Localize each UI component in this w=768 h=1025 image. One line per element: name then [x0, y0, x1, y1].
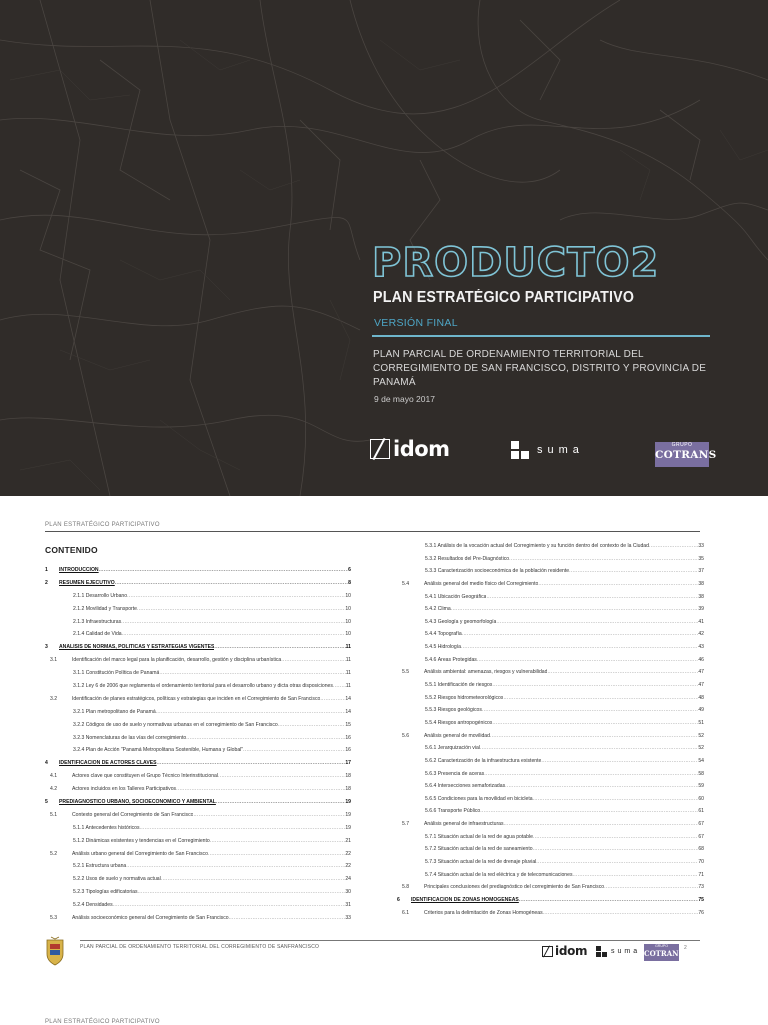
toc-entry-label: Contexto general del Corregimiento de San Francisco	[72, 811, 194, 818]
cover-date: 9 de mayo 2017	[374, 394, 435, 404]
footer-text: PLAN PARCIAL DE ORDENAMIENTO TERRITORIAL DEL CORREGIMIENTO DE SANFRANCISCO	[80, 944, 320, 950]
toc-entry[interactable]	[45, 863, 351, 876]
toc-entry-label: 5.4.5 Hidrología	[425, 644, 461, 651]
toc-entry-number: 4.2	[50, 786, 58, 793]
toc-entry[interactable]	[397, 745, 704, 758]
toc-leader-dots	[214, 644, 345, 650]
toc-leader-dots	[480, 808, 698, 814]
toc-entry-page: 52	[698, 732, 704, 739]
toc-entry-page: 14	[345, 695, 351, 702]
footer-idom-mark	[542, 946, 553, 957]
toc-entry-label: 5.7.1 Situación actual de la red de agua potable	[425, 833, 533, 840]
toc-entry-label: 5.5.3 Riesgos geológicos	[425, 707, 482, 714]
toc-entry-page: 33	[345, 915, 351, 922]
toc-entry[interactable]	[397, 884, 704, 897]
toc-entry-label: 3.2.1 Plan metropolitano de Panamá	[73, 708, 156, 715]
toc-entry-page: 76	[698, 909, 704, 916]
toc-entry-page: 46	[698, 656, 704, 663]
toc-entry-label: Análisis general de infraestructuras	[424, 821, 504, 828]
toc-entry[interactable]	[397, 606, 704, 619]
footer-idom-logo	[542, 944, 587, 958]
toc-leader-dots	[492, 682, 698, 688]
toc-entry-page: 38	[698, 593, 704, 600]
toc-leader-dots	[519, 897, 699, 903]
toc-entry-page: 17	[345, 760, 351, 767]
toc-entry[interactable]	[45, 606, 351, 619]
toc-entry[interactable]	[45, 722, 351, 735]
toc-entry[interactable]	[397, 682, 704, 695]
toc-entry-label: 5.5.4 Riesgos antropogénicos	[425, 719, 493, 726]
toc-entry-page: 19	[345, 811, 351, 818]
toc-entry-number: 4.1	[50, 773, 58, 780]
toc-leader-dots	[486, 594, 698, 600]
toc-entry-label: 3.2.3 Nomenclaturas de las vías del corregimiento	[73, 734, 187, 741]
toc-entry[interactable]	[397, 859, 704, 872]
suma-logo-mark	[511, 441, 529, 459]
toc-entry-page: 41	[698, 618, 704, 625]
toc-leader-dots	[547, 669, 698, 675]
toc-entry[interactable]	[45, 760, 351, 773]
toc-leader-dots	[333, 683, 346, 689]
toc-entry[interactable]	[397, 619, 704, 632]
toc-left-column	[45, 567, 351, 928]
toc-entry-label: 5.1.1 Antecedentes históricos	[73, 824, 140, 831]
footer-suma-logo	[596, 946, 640, 957]
toc-entry[interactable]	[397, 783, 704, 796]
toc-right-column	[397, 543, 704, 922]
toc-entry-label: 5.4.2 Clima	[425, 606, 451, 613]
toc-entry[interactable]	[397, 568, 704, 581]
toc-entry-label: 5.3.2 Resultados del Pre-Diagnóstico	[425, 555, 510, 562]
toc-leader-dots	[536, 859, 698, 865]
cotrans-logo-big: COTRANS	[655, 449, 717, 461]
toc-entry[interactable]	[397, 846, 704, 859]
toc-entry-page: 73	[698, 884, 704, 891]
toc-entry-page: 67	[698, 833, 704, 840]
toc-entry-page: 22	[345, 863, 351, 870]
toc-entry-label: 2.1.3 Infraestructuras	[73, 618, 122, 625]
toc-entry[interactable]	[45, 812, 351, 825]
footer-idom-text: idom	[555, 944, 588, 958]
toc-entry[interactable]	[397, 771, 704, 784]
toc-leader-dots	[115, 580, 348, 586]
toc-entry-page: 59	[698, 783, 704, 790]
toc-leader-dots	[216, 799, 345, 805]
toc-entry-page: 54	[698, 757, 704, 764]
toc-leader-dots	[480, 745, 698, 751]
toc-leader-dots	[137, 606, 345, 612]
toc-entry-page: 8	[348, 579, 351, 586]
toc-entry[interactable]	[45, 838, 351, 851]
toc-entry[interactable]	[45, 825, 351, 838]
toc-entry[interactable]	[397, 758, 704, 771]
toc-entry-label: 5.6.2 Caracterización de la infraestructura existente	[425, 757, 542, 764]
toc-entry-label: 5.4.6 Áreas Protegidas	[425, 656, 477, 663]
toc-entry-number: 5.3	[50, 915, 58, 922]
toc-entry[interactable]	[45, 851, 351, 864]
toc-entry[interactable]	[45, 644, 351, 657]
toc-entry-page: 58	[698, 770, 704, 777]
toc-entry-number: 5.4	[402, 580, 410, 587]
toc-entry-label: 5.7.3 Situación actual de la red de drenaje pluvial	[425, 859, 537, 866]
toc-entry[interactable]	[45, 709, 351, 722]
toc-entry-page: 10	[345, 592, 351, 599]
toc-entry-number: 2	[45, 579, 48, 586]
toc-entry-page: 22	[345, 850, 351, 857]
toc-entry-page: 67	[698, 821, 704, 828]
toc-entry-number: 6	[397, 896, 400, 903]
toc-entry-label: RESUMEN EJECUTIVO	[59, 579, 115, 586]
toc-entry-label: 5.4.1 Ubicación Geográfica	[425, 593, 487, 600]
toc-leader-dots	[451, 606, 699, 612]
toc-entry[interactable]	[397, 897, 704, 910]
toc-entry-label: 3.2.4 Plan de Acción "Panamá Metropolitana Sostenible, Humana y Global"	[73, 747, 244, 754]
toc-leader-dots	[461, 644, 698, 650]
toc-entry-page: 19	[345, 799, 351, 806]
toc-entry-label: 2.1.4 Calidad de Vida	[73, 631, 122, 638]
toc-entry[interactable]	[45, 580, 351, 593]
suma-logo-text: suma	[537, 444, 584, 456]
toc-entry-page: 21	[345, 837, 351, 844]
toc-leader-dots	[278, 722, 346, 728]
toc-entry-label: 5.4.4 Topografía	[425, 631, 462, 638]
toc-entry-page: 70	[698, 859, 704, 866]
toc-entry-page: 49	[698, 707, 704, 714]
idom-logo-mark	[370, 439, 390, 459]
toc-entry-page: 52	[698, 745, 704, 752]
toc-entry[interactable]	[45, 657, 351, 670]
footer-divider	[80, 940, 700, 941]
toc-entry[interactable]	[45, 683, 351, 696]
toc-entry[interactable]	[45, 593, 351, 606]
toc-entry[interactable]	[397, 556, 704, 569]
page-number: 2	[684, 945, 687, 951]
toc-entry-page: 18	[345, 786, 351, 793]
toc-leader-dots	[573, 872, 699, 878]
toc-entry-label: Análisis ambiental: amenazas, riesgos y vulnerabilidad	[424, 669, 548, 676]
toc-entry[interactable]	[397, 631, 704, 644]
toc-entry[interactable]	[45, 631, 351, 644]
toc-entry[interactable]	[397, 657, 704, 670]
toc-entry-page: 48	[698, 694, 704, 701]
toc-entry-page: 43	[698, 644, 704, 651]
cover-page	[0, 0, 768, 496]
toc-entry[interactable]	[397, 695, 704, 708]
toc-leader-dots	[504, 821, 699, 827]
cover-divider	[372, 335, 710, 337]
toc-leader-dots	[99, 567, 349, 573]
toc-leader-dots	[127, 593, 345, 599]
toc-leader-dots	[113, 902, 346, 908]
toc-entry[interactable]	[45, 619, 351, 632]
toc-entry-number: 5.1	[50, 811, 58, 818]
plan-title: PLAN ESTRATÉGICO PARTICIPATIVO	[373, 289, 635, 306]
toc-entry-label: 5.1.2 Dinámicas existentes y tendencias en el Corregimiento	[73, 837, 210, 844]
toc-entry-page: 10	[345, 631, 351, 638]
toc-entry[interactable]	[45, 902, 351, 915]
toc-entry-label: 2.1.2 Movilidad y Transporte	[73, 605, 137, 612]
toc-leader-dots	[121, 619, 345, 625]
toc-entry[interactable]	[45, 786, 351, 799]
toc-entry-page: 37	[698, 568, 704, 575]
toc-leader-dots	[490, 733, 698, 739]
toc-entry-number: 5.2	[50, 850, 58, 857]
toc-entry-label: Criterios para la delimitación de Zonas Homogéneas	[424, 909, 543, 916]
toc-entry[interactable]	[45, 799, 351, 812]
toc-entry[interactable]	[45, 567, 351, 580]
toc-leader-dots	[492, 720, 698, 726]
document-header: PLAN ESTRATÉGICO PARTICIPATIVO	[45, 522, 160, 528]
toc-entry-label: 5.5.2 Riesgos hidrometeorológicos	[425, 694, 504, 701]
toc-leader-dots	[533, 834, 698, 840]
toc-entry[interactable]	[45, 915, 351, 928]
toc-entry-label: Actores clave que constituyen el Grupo Técnico Interinstitucional	[72, 773, 219, 780]
toc-leader-dots	[543, 910, 699, 916]
contents-title: CONTENIDO	[45, 545, 98, 555]
toc-entry-page: 11	[345, 657, 351, 664]
toc-entry-number: 3.2	[50, 695, 58, 702]
toc-entry-page: 31	[345, 902, 351, 909]
toc-leader-dots	[229, 915, 346, 921]
toc-entry-page: 11	[345, 670, 351, 677]
toc-entry-page: 33	[698, 543, 704, 549]
toc-leader-dots	[477, 657, 699, 663]
toc-entry[interactable]	[397, 872, 704, 885]
toc-leader-dots	[126, 863, 345, 869]
toc-entry-page: 14	[345, 708, 351, 715]
toc-entry-label: 5.7.2 Situación actual de la red de saneamiento	[425, 846, 533, 853]
toc-entry-page: 47	[698, 669, 704, 676]
toc-leader-dots	[140, 825, 346, 831]
toc-entry-number: 4	[45, 760, 48, 767]
idom-logo	[370, 437, 450, 461]
toc-entry-page: 18	[345, 773, 351, 780]
toc-entry[interactable]	[397, 834, 704, 847]
toc-entry-label: 5.6.6 Transporte Público	[425, 808, 481, 815]
toc-leader-dots	[604, 884, 698, 890]
toc-entry-number: 5.5	[402, 669, 410, 676]
toc-leader-dots	[208, 851, 345, 857]
toc-entry-page: 6	[348, 567, 351, 573]
toc-leader-dots	[509, 556, 698, 562]
toc-leader-dots	[503, 695, 698, 701]
toc-entry-label: 5.3.1 Análisis de la vocación actual del Corregimiento y su función dentro del contexto de la Ciudad	[425, 543, 649, 549]
toc-entry-label: Actores incluidos en los Talleres Participativos	[72, 786, 177, 793]
toc-entry-label: 3.1.1 Constitución Política de Panamá	[73, 670, 160, 677]
toc-entry-label: IDENTIFICACIÓN DE ACTORES CLAVES	[59, 760, 157, 767]
toc-entry-number: 5	[45, 799, 48, 806]
next-page-header: PLAN ESTRATÉGICO PARTICIPATIVO	[45, 1019, 160, 1025]
toc-entry[interactable]	[397, 910, 704, 923]
toc-leader-dots	[505, 783, 698, 789]
toc-entry[interactable]	[397, 720, 704, 733]
toc-entry-page: 61	[698, 808, 704, 815]
toc-entry-label: 5.2.3 Tipologías edificatorias	[73, 889, 138, 896]
toc-entry-label: ANÁLISIS DE NORMAS, POLÍTICAS Y ESTRATEGIAS VIGENTES	[59, 644, 215, 651]
toc-entry-label: 5.5.1 Identificación de riesgos	[425, 682, 493, 689]
toc-leader-dots	[320, 696, 345, 702]
toc-entry[interactable]	[397, 644, 704, 657]
toc-leader-dots	[186, 735, 345, 741]
toc-leader-dots	[138, 889, 346, 895]
toc-leader-dots	[649, 543, 698, 549]
toc-entry-page: 24	[345, 876, 351, 883]
toc-entry-label: 5.2.1 Estructura urbana	[73, 863, 127, 870]
toc-entry-page: 71	[698, 871, 704, 878]
toc-leader-dots	[482, 707, 698, 713]
footer-suma-text: suma	[611, 948, 641, 955]
toc-entry[interactable]	[397, 796, 704, 809]
toc-entry-number: 5.8	[402, 884, 410, 891]
toc-entry-label: 5.6.5 Condiciones para la movilidad en bicicleta	[425, 795, 533, 802]
toc-entry-number: 5.7	[402, 821, 410, 828]
toc-entry-page: 11	[345, 683, 351, 690]
toc-entry-number: 3.1	[50, 657, 58, 664]
toc-entry-label: 3.1.2 Ley 6 de 2006 que reglamenta el ordenamiento territorial para el desarrollo urbano y dicta otras disposiciones	[73, 683, 333, 690]
toc-entry-page: 15	[345, 721, 351, 728]
version-label: VERSIÓN FINAL	[374, 317, 458, 329]
toc-entry-label: Identificación del marco legal para la planificación, desarrollo, gestión y disciplina urbanística	[72, 657, 282, 664]
toc-entry-page: 19	[345, 824, 351, 831]
toc-entry-number: 3	[45, 644, 48, 651]
toc-leader-dots	[569, 568, 698, 574]
toc-entry-label: 5.6.4 Intersecciones semaforizadas	[425, 783, 506, 790]
toc-entry-page: 39	[698, 606, 704, 613]
toc-leader-dots	[122, 631, 346, 637]
cotrans-logo-small: GRUPO	[671, 442, 693, 448]
toc-entry-label: Análisis socioeconómico general del Corregimiento de San Francisco	[72, 915, 229, 922]
toc-entry[interactable]	[45, 696, 351, 709]
toc-entry-label: Identificación de planes estratégicos, políticas y estrategias que inciden en el Corregimiento de San Francisco	[72, 695, 321, 702]
toc-entry-page: 10	[345, 605, 351, 612]
toc-entry-label: 2.1.1 Desarrollo Urbano	[73, 592, 128, 599]
toc-entry-page: 16	[345, 734, 351, 741]
toc-entry-label: 5.2.4 Densidades	[73, 902, 113, 909]
toc-entry-label: Análisis general del medio físico del Corregimiento	[424, 580, 539, 587]
toc-entry[interactable]	[397, 581, 704, 594]
toc-leader-dots	[462, 631, 699, 637]
footer-cotrans-logo	[644, 944, 684, 961]
suma-logo	[511, 441, 584, 459]
toc-entry-label: PREDIAGNÓSTICO URBANO, SOCIOECONÓMICO Y AMBIENTAL	[59, 799, 216, 806]
toc-entry[interactable]	[397, 733, 704, 746]
toc-entry-page: 51	[698, 719, 704, 726]
toc-entry[interactable]	[45, 735, 351, 748]
toc-leader-dots	[484, 771, 698, 777]
toc-entry-label: INTRODUCCIÓN	[59, 567, 99, 573]
toc-entry-page: 38	[698, 580, 704, 587]
toc-leader-dots	[533, 846, 699, 852]
toc-entry-page: 60	[698, 795, 704, 802]
footer-cotrans-big: COTRANS	[644, 949, 684, 958]
toc-entry[interactable]	[45, 670, 351, 683]
toc-entry-number: 6.1	[402, 909, 410, 916]
municipal-crest-icon	[42, 936, 68, 970]
plan-description: PLAN PARCIAL DE ORDENAMIENTO TERRITORIAL DEL CORREGIMIENTO DE SAN FRANCISCO, DISTRITO Y PROVINCIA DE PANAMÁ	[373, 349, 707, 388]
toc-entry-label: 5.2.2 Usos de suelo y normativa actual	[73, 876, 161, 883]
toc-entry[interactable]	[45, 876, 351, 889]
toc-leader-dots	[218, 773, 345, 779]
toc-entry-label: Análisis general de movilidad	[424, 732, 490, 739]
toc-leader-dots	[159, 670, 345, 676]
toc-entry-label: 3.2.2 Códigos de uso de suelo y normativas urbanas en el corregimiento de San Francisco	[73, 721, 278, 728]
toc-leader-dots	[193, 812, 345, 818]
toc-entry-page: 35	[698, 555, 704, 562]
toc-entry[interactable]	[397, 821, 704, 834]
idom-logo-text: idom	[393, 437, 450, 461]
toc-entry-label: IDENTIFICACIÓN DE ZONAS HOMOGÉNEAS	[411, 896, 519, 903]
toc-entry-page: 68	[698, 846, 704, 853]
header-divider	[45, 531, 700, 532]
toc-entry[interactable]	[397, 707, 704, 720]
toc-leader-dots	[533, 796, 699, 802]
cotrans-logo	[655, 442, 717, 467]
toc-leader-dots	[541, 758, 698, 764]
toc-leader-dots	[538, 581, 698, 587]
toc-entry-page: 42	[698, 631, 704, 638]
toc-leader-dots	[243, 747, 345, 753]
footer-suma-mark	[596, 946, 607, 957]
toc-entry-page: 11	[345, 644, 351, 651]
toc-entry[interactable]	[45, 747, 351, 760]
toc-entry[interactable]	[397, 669, 704, 682]
toc-entry-label: Principales conclusiones del prediagnóstico del corregimiento de San Francisco	[424, 884, 605, 891]
toc-leader-dots	[176, 786, 345, 792]
toc-leader-dots	[496, 619, 698, 625]
toc-leader-dots	[161, 876, 346, 882]
toc-entry[interactable]	[45, 889, 351, 902]
toc-entry[interactable]	[45, 773, 351, 786]
footer-cotrans-small: GRUPO	[655, 944, 668, 948]
toc-entry-label: 5.4.3 Geología y geomorfología	[425, 618, 497, 625]
toc-entry-label: 5.7.4 Situación actual de la red eléctrica y de telecomunicaciones	[425, 871, 573, 878]
toc-entry[interactable]	[397, 808, 704, 821]
toc-entry-page: 16	[345, 747, 351, 754]
toc-leader-dots	[157, 760, 346, 766]
toc-leader-dots	[210, 838, 346, 844]
product-title: PRODUCTO2	[372, 240, 660, 286]
toc-entry-label: 5.6.3 Presencia de aceras	[425, 770, 485, 777]
toc-entry-label: Análisis urbano general del Corregimiento de San Francisco	[72, 850, 208, 857]
toc-entry-page: 10	[345, 618, 351, 625]
toc-leader-dots	[281, 657, 345, 663]
toc-entry-label: 5.3.3 Caracterización socioeconómica de la población residente	[425, 568, 570, 575]
toc-entry-page: 47	[698, 682, 704, 689]
toc-entry-number: 5.6	[402, 732, 410, 739]
toc-entry-page: 75	[698, 896, 704, 903]
toc-entry-page: 30	[345, 889, 351, 896]
toc-entry[interactable]	[397, 543, 704, 556]
toc-entry-number: 1	[45, 567, 48, 573]
toc-leader-dots	[156, 709, 346, 715]
toc-entry-label: 5.6.1 Jerarquización vial	[425, 745, 480, 752]
toc-entry[interactable]	[397, 594, 704, 607]
